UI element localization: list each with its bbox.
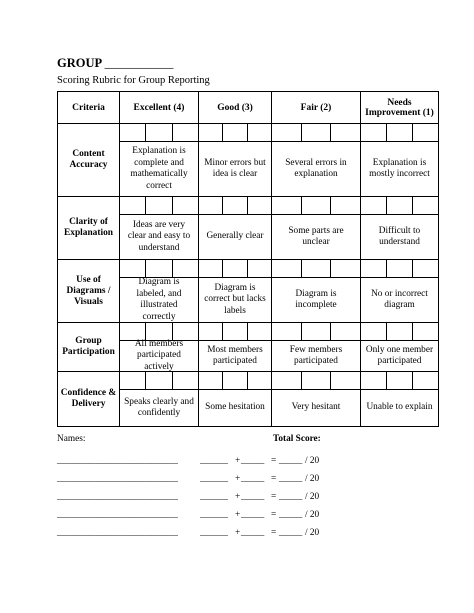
part-a-blank[interactable]: ______ — [200, 492, 228, 502]
plus-sign: + — [235, 474, 241, 484]
score-box[interactable] — [120, 124, 146, 141]
rubric-cell — [199, 323, 272, 372]
score-box[interactable] — [199, 197, 223, 214]
rubric-cell — [199, 197, 272, 260]
score-boxes — [361, 372, 438, 390]
score-denominator: / 20 — [305, 492, 320, 502]
score-boxes — [199, 323, 271, 341]
score-box[interactable] — [120, 372, 146, 389]
rubric-cell — [120, 124, 199, 197]
cell-description: Several errors in explanation — [285, 157, 347, 179]
name-blank[interactable]: __________________________ — [57, 492, 178, 502]
score-boxes — [361, 197, 438, 215]
cell-description: Minor errors but idea is clear — [204, 157, 266, 179]
score-box[interactable] — [223, 197, 247, 214]
score-box[interactable] — [248, 197, 271, 214]
score-box[interactable] — [302, 124, 332, 141]
criteria-label: Use of Diagrams / Visuals — [58, 260, 120, 323]
table-row — [58, 372, 439, 427]
score-box[interactable] — [146, 197, 172, 214]
equals-sign: = — [271, 456, 277, 466]
equals-sign: = — [271, 492, 277, 502]
rubric-cell — [199, 372, 272, 427]
score-box[interactable] — [199, 323, 223, 340]
score-box[interactable] — [387, 124, 413, 141]
table-row — [58, 197, 439, 260]
cell-description: Only one member participated — [365, 344, 434, 366]
score-boxes — [272, 124, 360, 142]
score-denominator: / 20 — [305, 510, 320, 520]
rubric-cell — [272, 197, 361, 260]
cell-description: Diagram is correct but lacks labels — [204, 282, 266, 316]
score-box[interactable] — [331, 260, 360, 277]
score-denominator: / 20 — [305, 474, 320, 484]
part-b-blank[interactable]: _____ — [241, 492, 265, 502]
rubric-cell — [361, 372, 439, 427]
part-a-blank[interactable]: ______ — [200, 456, 228, 466]
score-box[interactable] — [331, 197, 360, 214]
score-box[interactable] — [173, 124, 198, 141]
total-blank[interactable]: _____ — [279, 528, 303, 538]
score-box[interactable] — [146, 372, 172, 389]
score-box[interactable] — [387, 372, 413, 389]
plus-sign: + — [235, 456, 241, 466]
score-box[interactable] — [413, 260, 438, 277]
score-box[interactable] — [248, 323, 271, 340]
scoring-rubric-table — [57, 91, 439, 427]
page-subtitle: Scoring Rubric for Group Reporting — [57, 75, 210, 86]
score-box[interactable] — [272, 323, 302, 340]
name-blank[interactable]: __________________________ — [57, 510, 178, 520]
score-box[interactable] — [302, 260, 332, 277]
cell-description: Some parts are unclear — [288, 225, 344, 247]
equals-sign: = — [271, 528, 277, 538]
score-box[interactable] — [199, 124, 223, 141]
score-boxes — [272, 260, 360, 278]
cell-description: Generally clear — [206, 231, 264, 242]
cell-description: Diagram is labeled, and illustrated correctly — [136, 277, 182, 322]
score-box[interactable] — [361, 197, 387, 214]
rubric-cell — [272, 372, 361, 427]
names-label: Names: — [57, 434, 86, 444]
score-box[interactable] — [361, 260, 387, 277]
score-box[interactable] — [361, 323, 387, 340]
equals-sign: = — [271, 510, 277, 520]
cell-description: Few members participated — [289, 344, 343, 366]
plus-sign: + — [235, 510, 241, 520]
score-boxes — [199, 124, 271, 142]
score-boxes — [361, 124, 438, 142]
cell-description: Explanation is complete and mathematically correct — [130, 146, 188, 191]
score-box[interactable] — [272, 372, 302, 389]
score-box[interactable] — [173, 372, 198, 389]
score-box[interactable] — [120, 197, 146, 214]
part-b-blank[interactable]: _____ — [241, 456, 265, 466]
column-header-criteria: Criteria — [58, 92, 120, 124]
rubric-cell — [120, 323, 199, 372]
score-box[interactable] — [223, 260, 247, 277]
score-boxes — [272, 197, 360, 215]
cell-description: All members participated actively — [134, 338, 184, 372]
column-header-excellent: Excellent (4) — [120, 92, 199, 124]
rubric-cell — [199, 124, 272, 197]
total-blank[interactable]: _____ — [279, 510, 303, 520]
rubric-cell — [361, 323, 439, 372]
score-box[interactable] — [223, 372, 247, 389]
score-box[interactable] — [361, 124, 387, 141]
score-boxes — [120, 372, 198, 390]
cell-description: Diagram is incomplete — [295, 288, 337, 310]
table-header-row — [58, 92, 439, 124]
score-boxes — [199, 260, 271, 278]
score-denominator: / 20 — [305, 528, 320, 538]
equals-sign: = — [271, 474, 277, 484]
score-boxes — [199, 197, 271, 215]
score-box[interactable] — [272, 124, 302, 141]
score-box[interactable] — [248, 124, 271, 141]
part-b-blank[interactable]: _____ — [241, 528, 265, 538]
cell-description: No or incorrect diagram — [371, 288, 428, 310]
score-box[interactable] — [361, 372, 387, 389]
criteria-label: Confidence & Delivery — [58, 372, 120, 427]
criteria-label: Content Accuracy — [58, 124, 120, 197]
score-box[interactable] — [173, 197, 198, 214]
score-box[interactable] — [248, 260, 271, 277]
score-box[interactable] — [302, 197, 332, 214]
column-header-good: Good (3) — [199, 92, 272, 124]
group-line — [57, 56, 173, 71]
total-blank[interactable]: _____ — [279, 474, 303, 484]
part-a-blank[interactable]: ______ — [200, 474, 228, 484]
part-a-blank[interactable]: ______ — [200, 510, 228, 520]
criteria-label: Group Participation — [58, 323, 120, 372]
cell-description: Very hesitant — [291, 402, 341, 413]
part-a-blank[interactable]: ______ — [200, 528, 228, 538]
rubric-cell — [361, 124, 439, 197]
rubric-cell — [272, 124, 361, 197]
part-b-blank[interactable]: _____ — [241, 474, 265, 484]
score-box[interactable] — [413, 197, 438, 214]
score-box[interactable] — [272, 197, 302, 214]
score-box[interactable] — [120, 323, 146, 340]
cell-description: Most members participated — [207, 344, 263, 366]
rubric-cell — [120, 197, 199, 260]
rubric-cell — [272, 260, 361, 323]
part-b-blank[interactable]: _____ — [241, 510, 265, 520]
rubric-cell — [361, 260, 439, 323]
score-box[interactable] — [146, 260, 172, 277]
group-label: GROUP — [57, 56, 102, 70]
score-box[interactable] — [173, 260, 198, 277]
cell-description: Explanation is mostly incorrect — [369, 157, 430, 179]
score-boxes — [199, 372, 271, 390]
table-row — [58, 124, 439, 197]
rubric-cell — [199, 260, 272, 323]
score-box[interactable] — [272, 260, 302, 277]
criteria-label: Clarity of Explanation — [58, 197, 120, 260]
total-score-label: Total Score: — [273, 434, 321, 444]
score-denominator: / 20 — [305, 456, 320, 466]
column-header-fair: Fair (2) — [272, 92, 361, 124]
score-box[interactable] — [302, 323, 332, 340]
score-boxes — [120, 124, 198, 142]
score-boxes — [120, 197, 198, 215]
name-blank[interactable]: __________________________ — [57, 528, 178, 538]
rubric-cell — [120, 372, 199, 427]
score-box[interactable] — [302, 372, 332, 389]
score-box[interactable] — [413, 124, 438, 141]
score-box[interactable] — [199, 260, 223, 277]
score-box[interactable] — [387, 323, 413, 340]
group-name-blank[interactable]: ___________ — [104, 56, 174, 70]
name-blank[interactable]: __________________________ — [57, 474, 178, 484]
score-box[interactable] — [120, 260, 146, 277]
score-box[interactable] — [413, 372, 438, 389]
score-box[interactable] — [199, 372, 223, 389]
total-blank[interactable]: _____ — [279, 492, 303, 502]
score-box[interactable] — [146, 124, 172, 141]
score-box[interactable] — [146, 323, 172, 340]
score-box[interactable] — [331, 124, 360, 141]
plus-sign: + — [235, 528, 241, 538]
score-box[interactable] — [173, 323, 198, 340]
rubric-cell — [272, 323, 361, 372]
score-box[interactable] — [331, 372, 360, 389]
score-boxes — [120, 260, 198, 278]
score-boxes — [361, 323, 438, 341]
total-blank[interactable]: _____ — [279, 456, 303, 466]
score-box[interactable] — [248, 372, 271, 389]
score-box[interactable] — [223, 323, 247, 340]
score-boxes — [272, 372, 360, 390]
cell-description: Difficult to understand — [378, 225, 421, 247]
table-row — [58, 260, 439, 323]
cell-description: Some hesitation — [205, 402, 265, 413]
name-blank[interactable]: __________________________ — [57, 456, 178, 466]
score-boxes — [361, 260, 438, 278]
score-boxes — [272, 323, 360, 341]
rubric-cell — [120, 260, 199, 323]
score-box[interactable] — [387, 260, 413, 277]
score-box[interactable] — [413, 323, 438, 340]
plus-sign: + — [235, 492, 241, 502]
score-box[interactable] — [223, 124, 247, 141]
rubric-cell — [361, 197, 439, 260]
column-header-needs-improvement: Needs Improvement (1) — [361, 92, 439, 124]
cell-description: Speaks clearly and confidently — [124, 396, 194, 418]
cell-description: Ideas are very clear and easy to understand — [127, 219, 191, 253]
score-box[interactable] — [387, 197, 413, 214]
table-row — [58, 323, 439, 372]
cell-description: Unable to explain — [366, 402, 433, 413]
score-box[interactable] — [331, 323, 360, 340]
